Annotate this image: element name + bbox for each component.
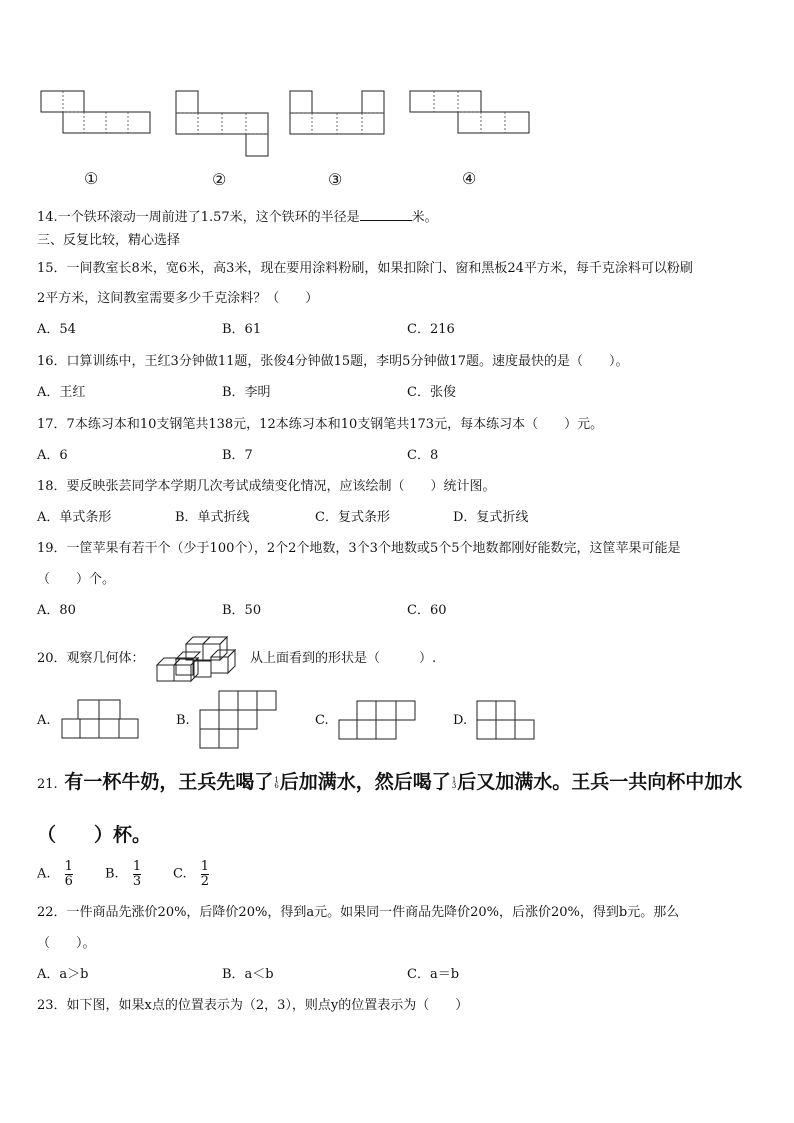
option-c[interactable]: C．复式条形 (315, 510, 390, 525)
option-b[interactable]: B. (176, 713, 190, 728)
question-18: 18．要反映张芸同学本学期几次考试成绩变化情况，应该绘制（ ）统计图。 (37, 479, 496, 494)
option-c[interactable]: C. $\frac{1}{2}$ (173, 859, 210, 889)
option-a[interactable]: A．6 (37, 448, 68, 463)
question-15-line2: 2平方米，这间教室需要多少千克涂料？（ ） (37, 291, 319, 306)
option-a[interactable]: A. $\frac{1}{6}$ (37, 859, 73, 889)
option-c[interactable]: C．a＝b (407, 967, 460, 982)
option-b[interactable]: B．61 (222, 322, 262, 337)
option-a[interactable]: A. (37, 713, 51, 728)
question-20-ask: 从上面看到的形状是（ ）. (250, 651, 437, 666)
section-title: 三、反复比较，精心选择 (37, 233, 181, 248)
option-c[interactable]: C. (315, 713, 329, 728)
option-a[interactable]: A．54 (37, 322, 76, 337)
net-label-2: ② (212, 170, 227, 189)
question-17: 17．7本练习本和10支钢笔共138元，12本练习本和10支钢笔共173元，每本练习本（ ）元。 (37, 417, 604, 432)
option-b[interactable]: B．50 (222, 603, 262, 618)
question-14: 14.一个铁环滚动一周前进了1.57米，这个铁环的半径是 米。 (37, 210, 438, 225)
option-a[interactable]: A．a＞b (37, 967, 89, 982)
option-d[interactable]: D．复式折线 (453, 510, 529, 525)
net-label-1: ① (84, 169, 99, 188)
option-b[interactable]: B．李明 (222, 385, 271, 400)
net-label-4: ④ (462, 169, 477, 188)
question-19-line1: 19．一筐苹果有若干个（少于100个），2个2个地数，3个3个地数或5个5个地数都刚好能数完，这筐苹果可能是 (37, 541, 681, 556)
question-20-text: 20．观察几何体： (37, 651, 145, 666)
question-15-line1: 15．一间教室长8米，宽6米，高3米，现在要用涂料粉刷，如果扣除门、窗和黑板24平方米，每千克涂料可以粉刷 (37, 261, 693, 276)
option-c[interactable]: C．60 (407, 603, 447, 618)
question-21-line2: （ ）杯。 (37, 824, 152, 846)
question-21-line1: 21. 有一杯牛奶，王兵先喝了 1 6 后加满水，然后喝了 1 3 后又加满水。王兵一共向杯中加水 (37, 771, 743, 793)
option-b[interactable]: B．单式折线 (175, 510, 250, 525)
option-d[interactable]: D. (453, 713, 468, 728)
option-b[interactable]: B．7 (222, 448, 253, 463)
fraction-one-sixth: 1 6 (274, 776, 279, 790)
option-b[interactable]: B．a＜b (222, 967, 274, 982)
option-a[interactable]: A．王红 (37, 385, 86, 400)
option-b[interactable]: B. $\frac{1}{3}$ (105, 859, 142, 889)
question-16: 16．口算训练中，王红3分钟做11题，张俊4分钟做15题，李明5分钟做17题。速度最快的是（ ）。 (37, 354, 629, 369)
question-19-line2: （ ）个。 (37, 572, 116, 587)
option-a[interactable]: A．80 (37, 603, 76, 618)
question-23: 23．如下图，如果x点的位置表示为（2，3），则点y的位置表示为（ ） (37, 998, 469, 1013)
option-c[interactable]: C．216 (407, 322, 455, 337)
option-c[interactable]: C．8 (407, 448, 439, 463)
question-22-line1: 22．一件商品先涨价20%，后降价20%，得到a元。如果同一件商品先降价20%，后涨价20%，得到b元。那么 (37, 905, 680, 920)
net-label-3: ③ (328, 170, 343, 189)
option-c[interactable]: C．张俊 (407, 385, 456, 400)
option-a[interactable]: A．单式条形 (37, 510, 112, 525)
fraction-one-third: 1 3 (451, 776, 457, 790)
question-22-line2: （ ）。 (37, 936, 96, 951)
